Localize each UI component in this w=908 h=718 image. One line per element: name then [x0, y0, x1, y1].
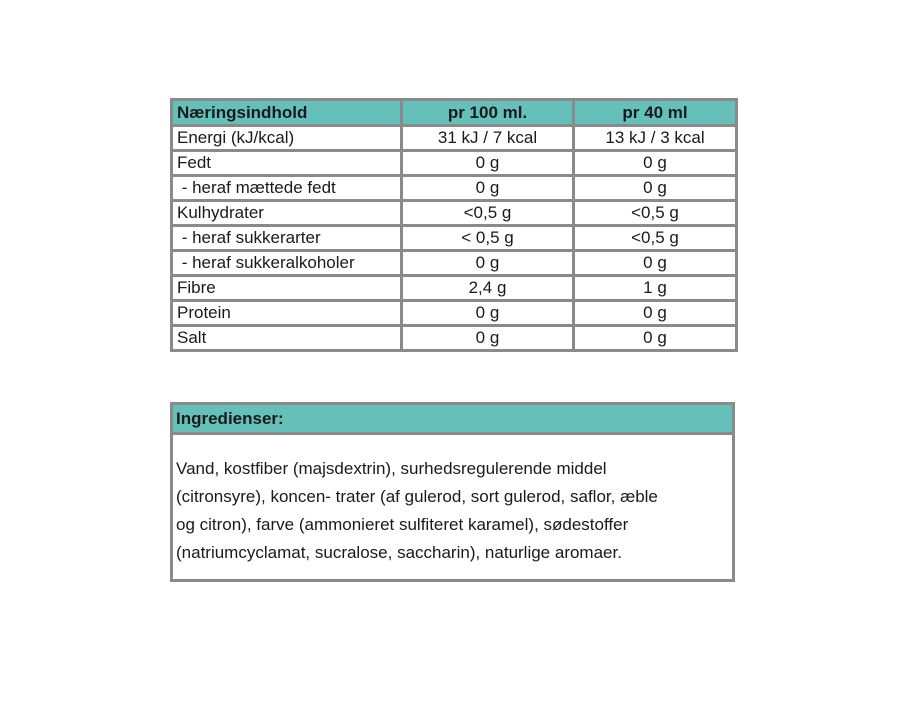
value-per-100ml: 31 kJ / 7 kcal: [402, 126, 574, 151]
value-per-40ml: 0 g: [574, 176, 737, 201]
ingredients-title: Ingredienser:: [173, 405, 732, 435]
value-per-100ml: 2,4 g: [402, 276, 574, 301]
nutrition-header-row: [172, 100, 737, 126]
ingredients-box: [170, 402, 735, 582]
value-per-40ml: 13 kJ / 3 kcal: [574, 126, 737, 151]
nutrient-label: Energi (kJ/kcal): [172, 126, 402, 151]
nutrient-label: - heraf sukkeralkoholer: [172, 251, 402, 276]
ingredients-line: (natriumcyclamat, sucralose, saccharin), naturlige aromaer.: [176, 543, 622, 562]
table-row: [172, 251, 737, 276]
nutrient-label: Kulhydrater: [172, 201, 402, 226]
ingredients-text: [173, 435, 732, 567]
header-per-40ml: pr 40 ml: [574, 100, 737, 126]
value-per-100ml: < 0,5 g: [402, 226, 574, 251]
header-per-100ml: pr 100 ml.: [402, 100, 574, 126]
value-per-100ml: <0,5 g: [402, 201, 574, 226]
nutrient-label: Fibre: [172, 276, 402, 301]
value-per-40ml: 1 g: [574, 276, 737, 301]
value-per-40ml: 0 g: [574, 326, 737, 351]
nutrient-label: - heraf sukkerarter: [172, 226, 402, 251]
value-per-40ml: 0 g: [574, 251, 737, 276]
table-row: [172, 201, 737, 226]
nutrient-label: Fedt: [172, 151, 402, 176]
value-per-100ml: 0 g: [402, 151, 574, 176]
nutrient-label: Protein: [172, 301, 402, 326]
table-row: [172, 151, 737, 176]
header-nutrient: Næringsindhold: [172, 100, 402, 126]
nutrient-label: - heraf mættede fedt: [172, 176, 402, 201]
value-per-40ml: 0 g: [574, 301, 737, 326]
nutrient-label: Salt: [172, 326, 402, 351]
ingredients-line: (citronsyre), koncen- trater (af gulerod, sort gulerod, saflor, æble: [176, 487, 658, 506]
table-row: [172, 226, 737, 251]
value-per-40ml: <0,5 g: [574, 201, 737, 226]
table-row: [172, 176, 737, 201]
ingredients-line: og citron), farve (ammonieret sulfiteret karamel), sødestoffer: [176, 515, 629, 534]
value-per-40ml: <0,5 g: [574, 226, 737, 251]
value-per-100ml: 0 g: [402, 301, 574, 326]
table-row: [172, 276, 737, 301]
value-per-40ml: 0 g: [574, 151, 737, 176]
value-per-100ml: 0 g: [402, 176, 574, 201]
table-row: [172, 126, 737, 151]
table-row: [172, 326, 737, 351]
value-per-100ml: 0 g: [402, 326, 574, 351]
ingredients-line: Vand, kostfiber (majsdextrin), surhedsregulerende middel: [176, 459, 607, 478]
nutrition-table: [170, 98, 738, 352]
value-per-100ml: 0 g: [402, 251, 574, 276]
table-row: [172, 301, 737, 326]
